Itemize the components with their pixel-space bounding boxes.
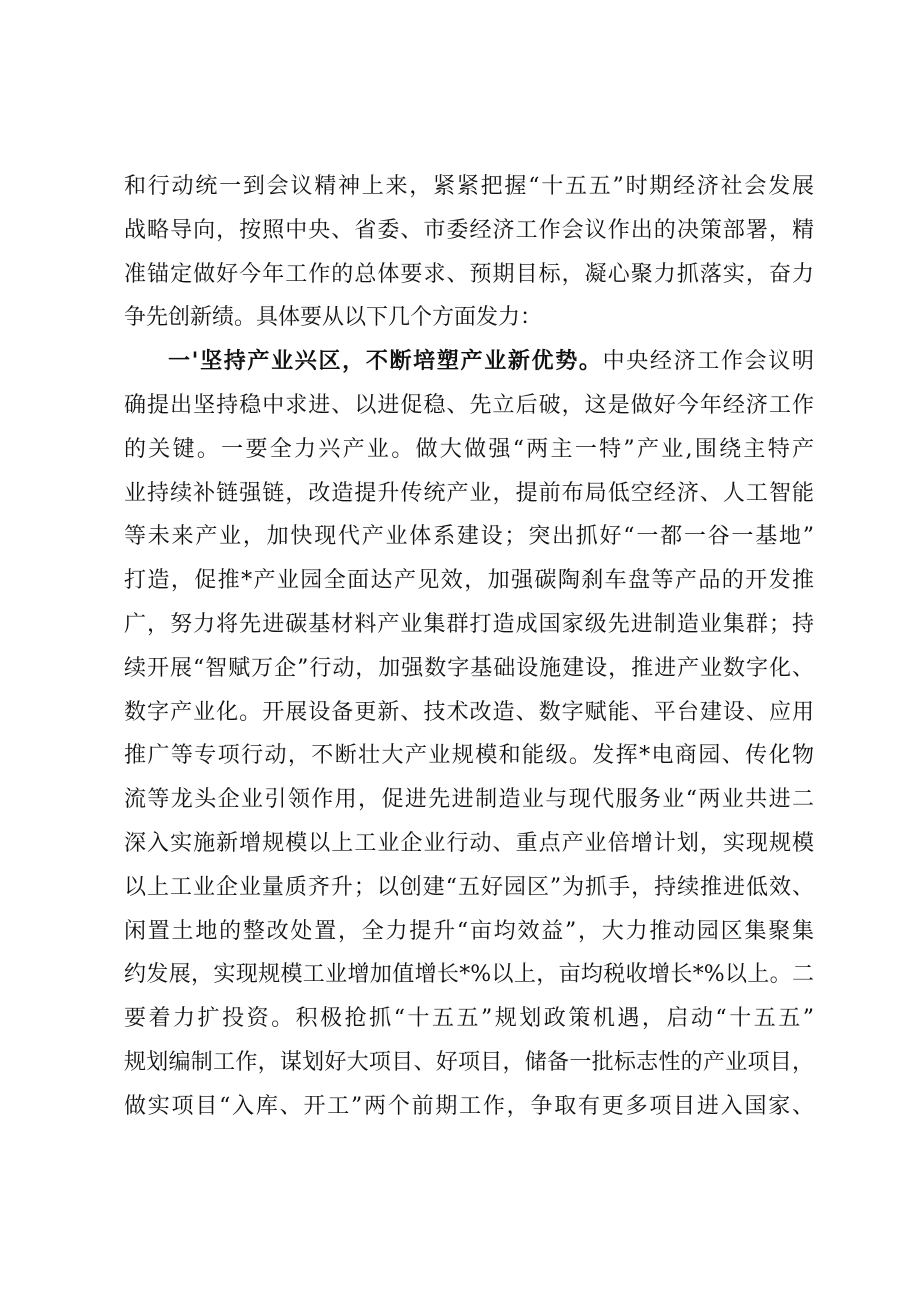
text-line: 推广等专项行动，不断壮大产业规模和能级。发挥*电商园、传化物 [124,743,814,769]
text-line: 要着力扩投资。积极抢抓“十五五”规划政策机遇，启动“十五五” [124,1006,814,1032]
document-body [124,165,814,1129]
text-line: 数字产业化。开展设备更新、技术改造、数字赋能、平台建设、应用 [124,699,814,725]
section-heading: 一'坚持产业兴区，不断培塑产业新优势。 [168,348,603,375]
text-line: 战略导向，按照中央、省委、市委经济工作会议作出的决策部署，精 [124,217,814,243]
text-line: 争先创新绩。具体要从以下几个方面发力： [124,305,543,331]
text-line: 以上工业企业量质齐升；以创建“五好园区”为抓手，持续推进低效、 [124,874,814,900]
section-heading-line [124,340,814,384]
text-line: 流等龙头企业引领作用，促进先进制造业与现代服务业“两业共进二 [124,787,814,813]
text-line: 等未来产业，加快现代产业体系建设；突出抓好“一都一谷一基地” [124,524,814,550]
section-heading-continuation: 中央经济工作会议明 [602,349,814,375]
text-line: 做实项目“入库、开工”两个前期工作，争取有更多项目进入国家、 [124,1093,814,1119]
text-line: 闲置土地的整改处置，全力提升“亩均效益”，大力推动园区集聚集 [124,918,814,944]
text-line: 续开展“智赋万企”行动，加强数字基础设施建设，推进产业数字化、 [124,655,814,681]
text-line: 规划编制工作，谋划好大项目、好项目，储备一批标志性的产业项目， [124,1049,814,1075]
text-line: 业持续补链强链，改造提升传统产业，提前布局低空经济、人工智能 [124,480,814,506]
text-line: 打造，促推*产业园全面达产见效，加强碳陶刹车盘等产品的开发推 [124,568,814,594]
text-line: 深入实施新增规模以上工业企业行动、重点产业倍增计划，实现规模 [124,830,814,856]
text-line: 约发展，实现规模工业增加值增长*%以上，亩均税收增长*%以上。二 [124,962,814,988]
text-line: 和行动统一到会议精神上来，紧紧把握“十五五”时期经济社会发展 [124,174,814,199]
text-line: 准锚定做好今年工作的总体要求、预期目标，凝心聚力抓落实，奋力 [124,261,814,287]
text-line: 广，努力将先进碳基材料产业集群打造成国家级先进制造业集群；持 [124,611,814,637]
text-line: 的关键。一要全力兴产业。做大做强“两主一特”产业,围绕主特产 [124,436,814,462]
text-line: 确提出坚持稳中求进、以进促稳、先立后破，这是做好今年经济工作 [124,392,814,418]
